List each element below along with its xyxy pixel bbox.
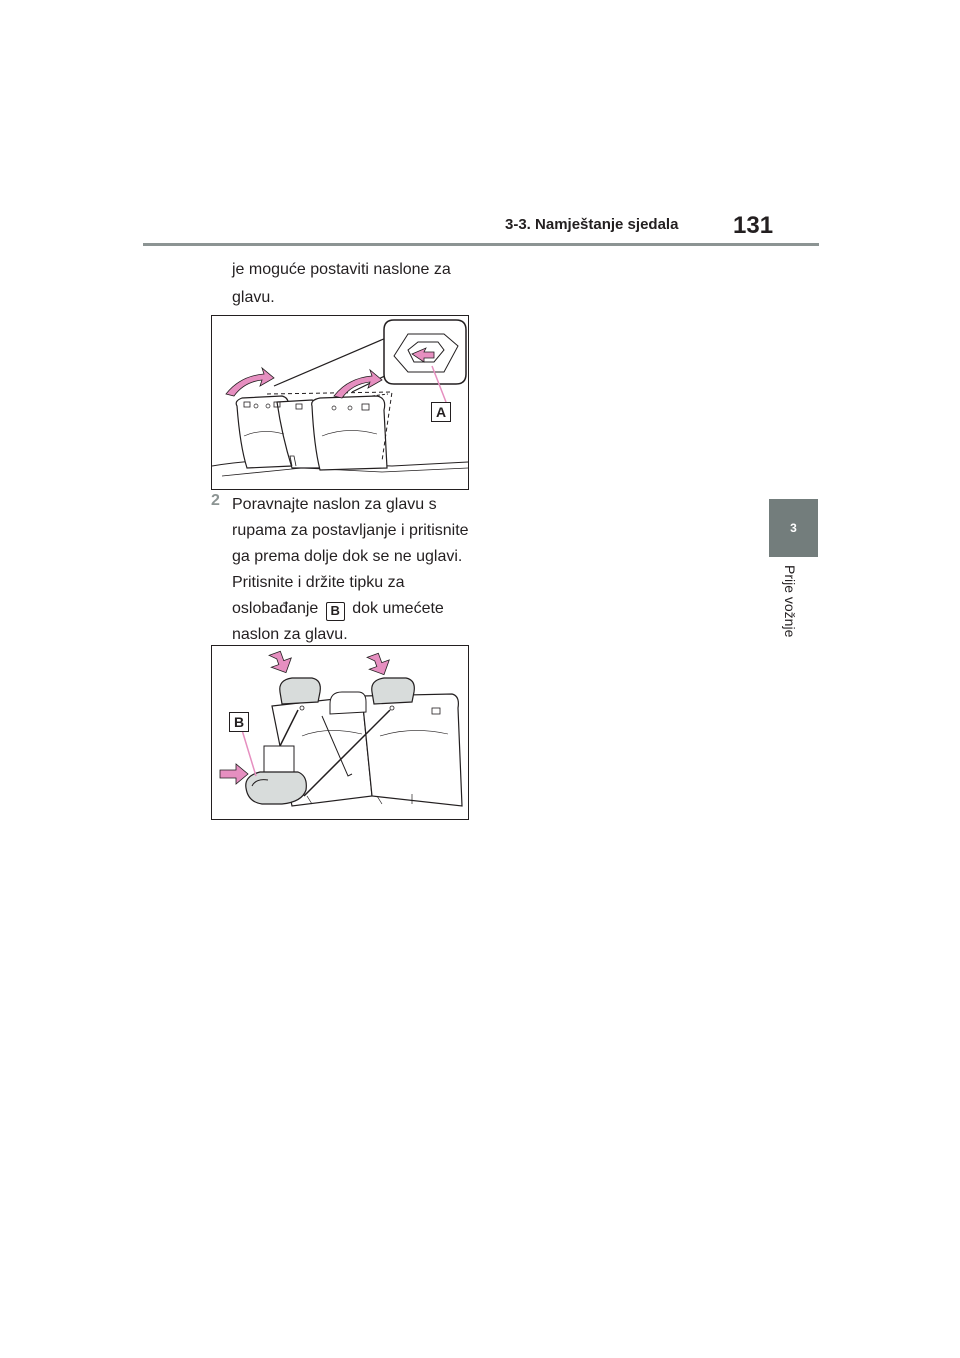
step-text-before: Poravnajte naslon za glavu s rupama za postavljanje i pritisnite ga prema dolje dok se ne uglavi. Pritisnite i držite tipku za oslobađanje	[232, 496, 469, 617]
chapter-tab	[769, 499, 818, 557]
step-number: 2	[211, 492, 220, 509]
chapter-number: 3	[790, 521, 797, 535]
fold-seatback-illustration	[212, 316, 468, 489]
chapter-label: Prije vožnje	[782, 565, 798, 638]
continuation-paragraph: je moguće postaviti naslone za glavu.	[232, 261, 451, 306]
step-paragraph	[232, 492, 472, 648]
release-button-label: B	[326, 602, 345, 621]
insert-headrest-illustration	[212, 646, 468, 819]
step-text-after: dok umećete naslon za glavu.	[232, 600, 444, 643]
callout-b: B	[229, 712, 249, 732]
page-number: 131	[733, 212, 774, 239]
figure-insert-headrest	[211, 645, 469, 820]
section-title: 3-3. Namještanje sjedala	[505, 216, 679, 233]
header-rule	[143, 243, 819, 246]
callout-a: A	[431, 402, 451, 422]
